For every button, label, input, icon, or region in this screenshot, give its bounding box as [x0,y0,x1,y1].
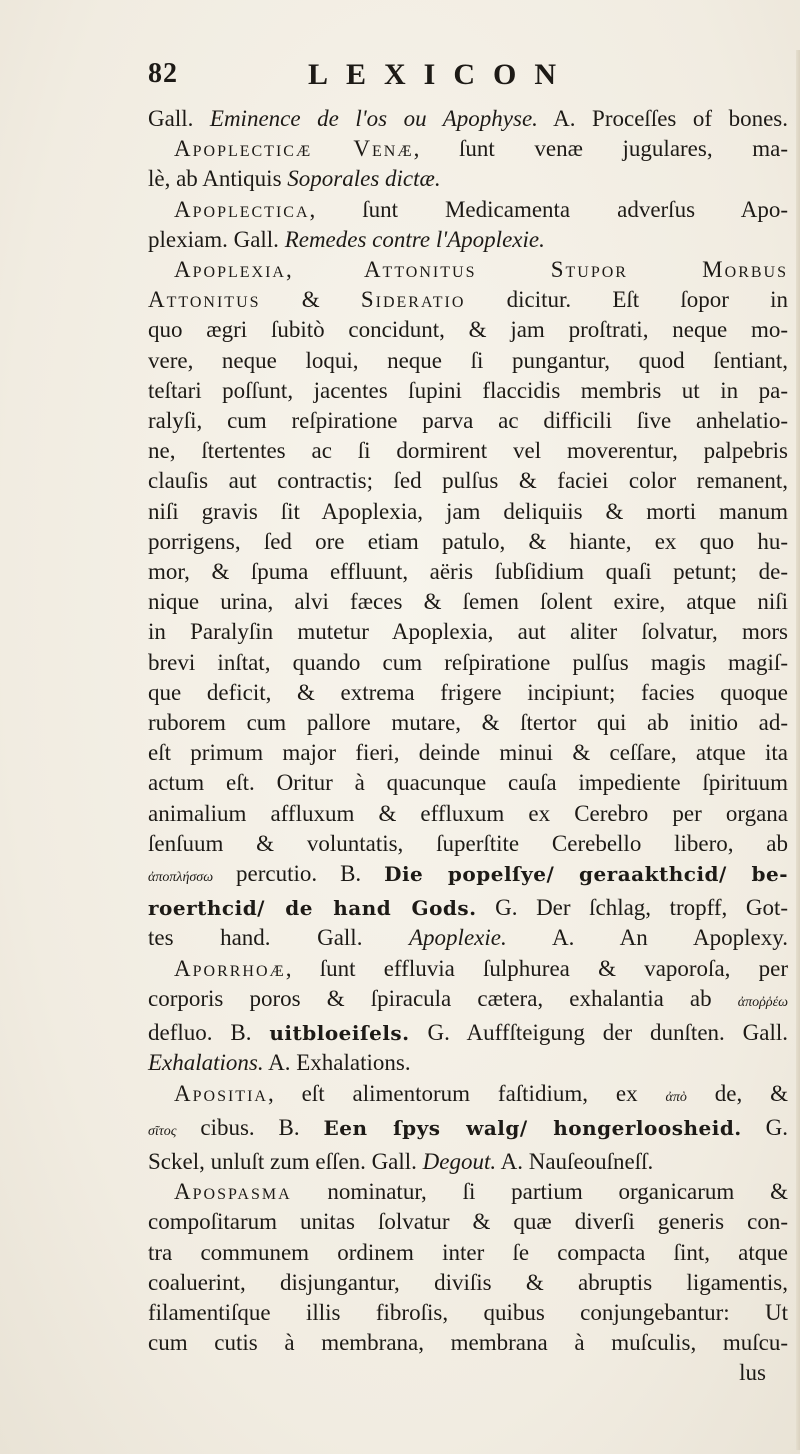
text-line [148,954,788,984]
page-header [148,58,788,98]
text-run: in Paralyſin mutetur Apoplexia, aut aliter ſolvatur, mors [148,619,788,645]
text-run: nique urina, alvi fæces & ſemen ſolent exire, atque niſi [148,589,788,615]
text-line [148,285,788,315]
text-run: percutio. B. [213,861,385,887]
text-run: ruborem cum pallore mutare, & ſtertor qui ab initio ad- [148,710,788,736]
text-line [148,984,788,1018]
text-run: A. Proceſſes of bones. [537,106,788,131]
text-run: porrigens, ſed ore etiam patulo, & hiante, ex quo hu- [148,528,788,554]
text-line [148,195,788,225]
text-run: ne, ſtertentes ac ſi dormirent vel moverentur, palpebris [148,438,788,464]
text-line [148,1048,788,1078]
headword: Sideratio [360,287,466,313]
text-line [148,1328,788,1358]
italic-term: Eminence de l'os ou Apophyse. [209,106,538,131]
headword: Apoplectica [174,196,310,222]
page-number: 82 [148,58,178,89]
text-line [148,1238,788,1268]
text-run: A. An Apoplexy. [506,925,788,951]
text-line [148,315,788,345]
text-line [148,225,788,255]
running-title: LEXICON [308,58,575,91]
text-run: dicitur. Eſt ſopor in [465,287,788,313]
text-line [148,436,788,466]
text-run: quo ægri ſubitò concidunt, & jam proſtrati, neque mo- [148,317,788,343]
text-run: tes hand. Gall. [148,925,409,951]
text-line [148,255,788,285]
text-run: , ſunt venæ jugulares, ma- [413,136,788,162]
text-run: tra communem ordinem inter ſe compacta ſint, atque [148,1239,788,1265]
text-line [148,376,788,406]
text-line [148,1207,788,1237]
text-run: cibus. B. [176,1114,324,1140]
text-run: Gall. [148,106,210,131]
blackletter-term: Een ſpys walg/ hongerloosheid. [323,1115,742,1140]
text-line [148,648,788,678]
text-line [148,1147,788,1177]
text-run: animalium affluxum & effluxum ex Cerebro per organa [148,800,788,826]
text-run: G. Der ſchlag, tropff, Got- [476,895,788,921]
text-run: que deficit, & extrema frigere incipiunt; facies quoque [148,679,788,705]
text-line [148,893,788,923]
text-run: , ſunt effluvia ſulphurea & vaporoſa, per [285,955,788,981]
text-run: A. Exhalations. [263,1050,411,1076]
greek-term: ἀποπλήσσω [148,870,214,886]
text-run: teſtari poſſunt, jacentes ſupini flaccidis membris ut in pa- [148,377,788,403]
italic-term: Degout. [422,1148,497,1174]
text-line [148,1079,788,1113]
headword: Attonitus Stupor Morbus [363,257,788,283]
text-line [148,406,788,436]
greek-term: ἀπὸ [665,1089,687,1105]
text-line [148,678,788,708]
text-line [148,497,788,527]
text-line [148,708,788,738]
text-line [148,738,788,768]
text-line [148,859,788,893]
headword: Apositia [174,1080,268,1106]
greek-term: ἀποῤῥέω [737,994,788,1010]
text-run: G. Auffſteigung der dunſten. Gall. [409,1020,789,1046]
text-line [148,527,788,557]
text-run: nominatur, ſi partium organicarum & [291,1179,788,1205]
text-run: corporis poros & ſpiracula cætera, exhalantia ab [148,985,738,1011]
text-run: , ſunt Medicamenta adverſus Apo- [309,196,788,222]
blackletter-term: Die popelſye/ geraakthcid/ be- [384,862,788,887]
text-line [148,799,788,829]
text-line [148,1298,788,1328]
text-line [148,346,788,376]
text-run: clauſis aut contractis; ſed pulſus & faciei color remanent, [148,468,788,494]
blackletter-term: uitbloeiſels. [269,1021,410,1046]
page-edge [796,50,800,1450]
text-line [148,1177,788,1207]
italic-term: Remedes contre l'Apoplexie. [284,226,545,252]
text-run: ralyſi, cum reſpiratione parva ac difficili ſive anhelatio- [148,408,788,434]
text-line [148,923,788,953]
text-line [148,617,788,647]
italic-term: Exhalations. [148,1050,264,1076]
catchword: lus [739,1360,766,1386]
text-run: cum cutis à membrana, membrana à muſculis, muſcu- [148,1330,788,1356]
text-run: vere, neque loqui, neque ſi pungantur, quod ſentiant, [148,347,788,373]
text-line [148,768,788,798]
text-run: brevi inſtat, quando cum reſpiratione pulſus magis magiſ- [148,649,788,675]
text-line [148,1018,788,1048]
text-run: de, & [686,1080,788,1106]
italic-term: Apoplexie. [409,925,507,951]
headword: Apoplexia [174,257,286,283]
text-run: Sckel, unluſt zum eſſen. Gall. [148,1148,423,1174]
italic-term: Soporales dictæ. [287,166,441,192]
text-line [148,1268,788,1298]
text-line [148,557,788,587]
text-run: ſenſuum & voluntatis, ſuperſtite Cerebello libero, ab [148,830,788,856]
dictionary-text [148,104,788,1389]
greek-term: σῖτος [148,1123,177,1139]
headword: Attonitus [148,287,261,313]
text-run: actum eſt. Oritur à quacunque cauſa impediente ſpirituum [148,770,788,796]
text-line [148,104,788,134]
headword: Apoplecticæ Venæ [174,136,414,162]
text-line [148,164,788,194]
text-run: eſt primum major fieri, deinde minui & ceſſare, atque ita [148,740,788,766]
text-run: G. [741,1114,788,1140]
headword: Apospasma [174,1179,292,1205]
text-run: & [260,287,361,313]
text-run: niſi gravis ſit Apoplexia, jam deliquiis & morti manum [148,498,788,524]
text-line [148,1113,788,1147]
text-line [148,466,788,496]
text-run: defluo. B. [148,1020,270,1046]
text-run: filamentiſque illis fibroſis, quibus conjungebantur: Ut [148,1299,788,1325]
text-run: mor, & ſpuma effluunt, aëris ſubſidium quaſi petunt; de- [148,559,788,585]
text-line [148,587,788,617]
text-run: , eſt alimentorum faſtidium, ex [267,1080,666,1106]
text-run: A. Nauſeouſneſſ. [496,1148,654,1174]
text-line [148,829,788,859]
text-run: , [285,257,364,283]
text-line [148,134,788,164]
text-run: compoſitarum unitas ſolvatur & quæ diverſi generis con- [148,1209,788,1235]
blackletter-term: roerthcid/ de hand Gods. [148,896,477,921]
text-run: coaluerint, disjungantur, diviſis & abruptis ligamentis, [148,1269,788,1295]
text-run: lè, ab Antiquis [148,166,288,192]
text-run: plexiam. Gall. [148,226,285,252]
headword: Aporrhoæ [174,955,286,981]
